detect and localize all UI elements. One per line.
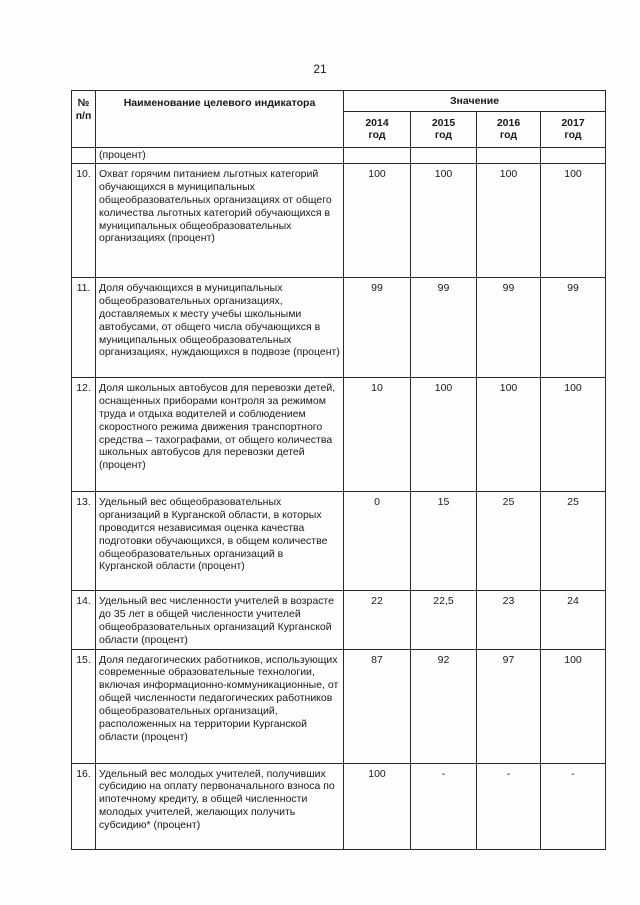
row-value-2017: 25	[541, 491, 606, 590]
table-row	[72, 491, 606, 590]
row-value-2015: 92	[411, 649, 477, 763]
header-year-2014: 2014 год	[344, 112, 411, 148]
row-value-2014: 99	[344, 277, 411, 377]
table-row	[72, 377, 606, 491]
row-value-2016: 99	[477, 277, 541, 377]
row-num: 13.	[72, 491, 96, 590]
row-value-2017: -	[541, 763, 606, 849]
row-value-2014: 100	[344, 163, 411, 277]
row-name: Доля обучающихся в муниципальных общеобразовательных организациях, доставляемых к месту учебы школьными автобусами, от общего числа обучающихся в муниципальных общеобразовательных организациях, нуждающихся в подвозе (процент)	[96, 277, 344, 377]
row-value-2017: 24	[541, 590, 606, 649]
row-value-2015: 100	[411, 377, 477, 491]
row-value-2017: 100	[541, 163, 606, 277]
row-name: Удельный вес численности учителей в возрасте до 35 лет в общей численности учителей общеобразовательных организаций Курганской области (процент)	[96, 590, 344, 649]
row-num: 15.	[72, 649, 96, 763]
row-value-2017: 99	[541, 277, 606, 377]
table-row	[72, 649, 606, 763]
row-value-2016: 23	[477, 590, 541, 649]
row-name: Охват горячим питанием льготных категорий обучающихся в муниципальных общеобразовательных организациях от общего количества льготных категорий обучающихся в муниципальных общеобразовательных организациях (процент)	[96, 163, 344, 277]
header-row	[72, 91, 606, 112]
row-value-2017: 100	[541, 649, 606, 763]
table-row	[72, 590, 606, 649]
row-value-2014: 22	[344, 590, 411, 649]
header-name: Наименование целевого индикатора	[96, 91, 344, 148]
indicators-table	[71, 90, 606, 850]
row-name: Удельный вес общеобразовательных организаций в Курганской области, в которых проводится независимая оценка качества подготовки обучающихся, в общем количестве общеобразовательных организаций в Курганской области (процент)	[96, 491, 344, 590]
header-num	[72, 91, 96, 148]
row-value-2015: -	[411, 763, 477, 849]
row-value-2015: 100	[411, 163, 477, 277]
row-num: 11.	[72, 277, 96, 377]
table-row	[72, 163, 606, 277]
row-value-2016: -	[477, 763, 541, 849]
table-row	[72, 277, 606, 377]
continuation-row	[72, 148, 606, 164]
row-value-2017: 100	[541, 377, 606, 491]
row-name: Доля школьных автобусов для перевозки детей, оснащенных приборами контроля за режимом труда и отдыха водителей и соблюдением скоростного режима движения транспортного средства – тахографами, от общего количества школьных автобусов для перевозки детей (процент)	[96, 377, 344, 491]
row-num: 16.	[72, 763, 96, 849]
row-value-2015: 15	[411, 491, 477, 590]
header-value: Значение	[344, 91, 606, 112]
row-name: Доля педагогических работников, использующих современные образовательные технологии, включая информационно-коммуникационные, от общей численности педагогических работников общеобразовательных организаций, расположенных на территории Курганской области (процент)	[96, 649, 344, 763]
row-value-2016: 97	[477, 649, 541, 763]
header-year-2016: 2016 год	[477, 112, 541, 148]
table-row	[72, 763, 606, 849]
row-value-2016: 100	[477, 163, 541, 277]
row-value-2016: 25	[477, 491, 541, 590]
row-num: 12.	[72, 377, 96, 491]
row-value-2014: 87	[344, 649, 411, 763]
header-num-line2: п/п	[75, 109, 92, 122]
row-value-2015: 99	[411, 277, 477, 377]
header-num-line1: №	[77, 97, 90, 109]
continuation-text: (процент)	[96, 148, 344, 164]
row-name: Удельный вес молодых учителей, получивших субсидию на оплату первоначального взноса по ипотечному кредиту, в общей численности молодых учителей, желающих получить субсидию* (процент)	[96, 763, 344, 849]
row-value-2014: 100	[344, 763, 411, 849]
header-year-2015: 2015 год	[411, 112, 477, 148]
page-number: 21	[313, 62, 327, 76]
row-value-2014: 10	[344, 377, 411, 491]
row-value-2014: 0	[344, 491, 411, 590]
header-year-2017: 2017 год	[541, 112, 606, 148]
row-num: 10.	[72, 163, 96, 277]
row-value-2015: 22,5	[411, 590, 477, 649]
row-value-2016: 100	[477, 377, 541, 491]
row-num: 14.	[72, 590, 96, 649]
